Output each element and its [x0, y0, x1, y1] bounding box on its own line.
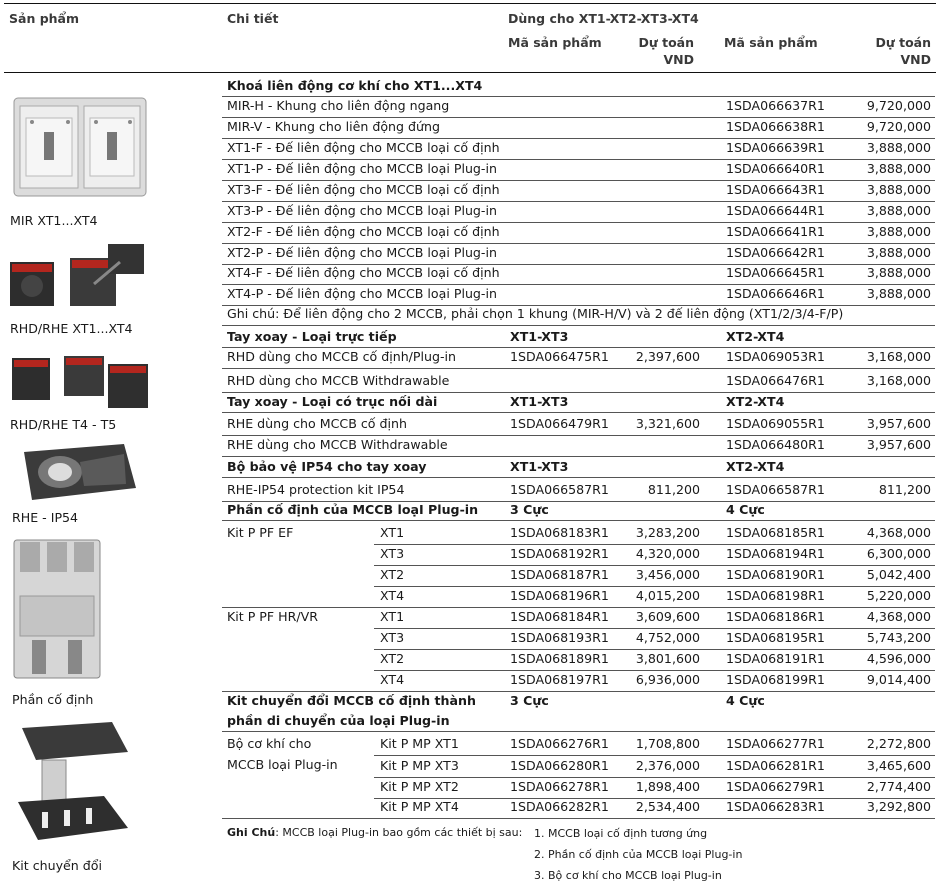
row-divider [222, 456, 935, 457]
group-label-1: 3 Cực [510, 693, 549, 708]
footnote [227, 826, 522, 839]
row-divider [222, 731, 935, 732]
group-label-1: 3 Cực [510, 502, 549, 517]
price-cell: 2,397,600 [635, 349, 700, 364]
section-title-direct: Tay xoay - Loại trực tiếp [227, 329, 397, 344]
code-cell: 1SDA066476R1 [726, 373, 825, 388]
code-cell: 1SDA066280R1 [510, 758, 609, 773]
header-price-2-a: Dự toán [875, 35, 931, 50]
model-cell: XT4 [380, 672, 405, 687]
group-label-2: XT2-XT4 [726, 329, 785, 344]
fixedpart-group-name: Kit P PF EF [227, 525, 294, 540]
code-cell: 1SDA066638R1 [726, 119, 825, 134]
row-divider [222, 691, 935, 692]
price-cell: 3,888,000 [866, 224, 931, 239]
rhe-ip54-image [14, 440, 140, 504]
price-cell: 3,888,000 [866, 182, 931, 197]
group-label-2: 4 Cực [726, 502, 765, 517]
caption-rhd1: RHD/RHE XT1...XT4 [10, 321, 133, 336]
row-divider [222, 96, 935, 97]
interlock-note: Ghi chú: Để liên động cho 2 MCCB, phải chọn 1 khung (MIR-H/V) và 2 đế liên động (XT1/2/3/4-F/P) [227, 306, 844, 321]
code-cell: 1SDA068192R1 [510, 546, 609, 561]
row-divider [374, 628, 935, 629]
header-code-2: Mã sản phẩm [724, 35, 818, 50]
row-divider [222, 325, 935, 326]
row-divider [222, 347, 935, 348]
row-divider [222, 392, 935, 393]
interlock-row-desc: MIR-V - Khung cho liên động đứng [227, 119, 440, 134]
code-cell: 1SDA066279R1 [726, 779, 825, 794]
price-cell: 3,321,600 [635, 416, 700, 431]
price-cell: 3,888,000 [866, 245, 931, 260]
row-divider [222, 368, 935, 369]
code-cell: 1SDA066281R1 [726, 758, 825, 773]
price-cell: 3,888,000 [866, 161, 931, 176]
code-cell: 1SDA066480R1 [726, 437, 825, 452]
group-label-2: XT2-XT4 [726, 394, 785, 409]
rhd-t4-image [8, 350, 152, 412]
code-cell: 1SDA068191R1 [726, 651, 825, 666]
price-cell: 3,801,600 [635, 651, 700, 666]
price-cell: 3,888,000 [866, 286, 931, 301]
code-cell: 1SDA068197R1 [510, 672, 609, 687]
code-cell: 1SDA066642R1 [726, 245, 825, 260]
extended-row-desc: RHE dùng cho MCCB cố định [227, 416, 407, 431]
price-cell: 3,957,600 [866, 437, 931, 452]
code-cell: 1SDA066646R1 [726, 286, 825, 301]
code-cell: 1SDA066276R1 [510, 736, 609, 751]
mir-frame-image [12, 92, 152, 202]
code-cell: 1SDA066637R1 [726, 98, 825, 113]
caption-rhd2: RHD/RHE T4 - T5 [10, 417, 117, 432]
price-cell: 6,300,000 [866, 546, 931, 561]
code-cell: 1SDA069053R1 [726, 349, 825, 364]
row-divider [222, 222, 935, 223]
section-title-conversion-a: Kit chuyển đổi MCCB cố định thành [227, 693, 476, 708]
price-cell: 9,720,000 [866, 119, 931, 134]
model-cell: XT2 [380, 651, 405, 666]
code-cell: 1SDA066282R1 [510, 799, 609, 814]
model-cell: XT3 [380, 630, 405, 645]
interlock-row-desc: XT1-F - Đế liên động cho MCCB loại cố định [227, 140, 500, 155]
code-cell: 1SDA066479R1 [510, 416, 609, 431]
row-divider [222, 159, 935, 160]
row-divider [222, 477, 935, 478]
group-label-1: XT1-XT3 [510, 329, 569, 344]
code-cell: 1SDA066641R1 [726, 224, 825, 239]
section-title-conversion-b: phần di chuyển của loại Plug-in [227, 713, 450, 728]
code-cell: 1SDA066475R1 [510, 349, 609, 364]
code-cell: 1SDA066643R1 [726, 182, 825, 197]
price-cell: 6,936,000 [635, 672, 700, 687]
code-cell: 1SDA066277R1 [726, 736, 825, 751]
price-cell: 3,888,000 [866, 203, 931, 218]
code-cell: 1SDA068196R1 [510, 588, 609, 603]
price-cell: 5,743,200 [866, 630, 931, 645]
footnote-item-2: 2. Phần cố định của MCCB loại Plug-in [534, 848, 743, 861]
price-cell: 4,320,000 [635, 546, 700, 561]
section-title-interlock: Khoá liên động cơ khí cho XT1...XT4 [227, 78, 483, 93]
model-cell: Kit P MP XT4 [380, 799, 459, 814]
price-cell: 1,898,400 [635, 779, 700, 794]
code-cell: 1SDA066278R1 [510, 779, 609, 794]
row-divider [222, 607, 935, 608]
row-divider [222, 243, 935, 244]
row-divider [374, 586, 935, 587]
price-cell: 3,168,000 [866, 373, 931, 388]
header-detail: Chi tiết [227, 11, 279, 26]
row-divider [374, 777, 935, 778]
price-cell: 3,292,800 [866, 799, 931, 814]
code-cell: 1SDA068190R1 [726, 567, 825, 582]
price-cell: 4,752,000 [635, 630, 700, 645]
row-divider [222, 818, 935, 819]
caption-fixed: Phần cố định [12, 692, 94, 707]
section-title-ip54: Bộ bảo vệ IP54 cho tay xoay [227, 459, 427, 474]
code-cell: 1SDA069055R1 [726, 416, 825, 431]
price-cell: 4,596,000 [866, 651, 931, 666]
model-cell: XT3 [380, 546, 405, 561]
code-cell: 1SDA068198R1 [726, 588, 825, 603]
fixedpart-group-name: Kit P PF HR/VR [227, 609, 318, 624]
group-label-1: XT1-XT3 [510, 459, 569, 474]
interlock-row-desc: XT1-P - Đế liên động cho MCCB loại Plug-in [227, 161, 497, 176]
model-cell: Kit P MP XT1 [380, 736, 459, 751]
rhd-handle-image [8, 240, 150, 312]
direct-row-desc: RHD dùng cho MCCB cố định/Plug-in [227, 349, 457, 364]
price-cell: 5,042,400 [866, 567, 931, 582]
model-cell: XT1 [380, 609, 405, 624]
interlock-row-desc: MIR-H - Khung cho liên động ngang [227, 98, 450, 113]
kit-image [12, 718, 134, 846]
row-divider [222, 284, 935, 285]
caption-kit: Kit chuyển đổi [12, 858, 102, 873]
interlock-row-desc: XT4-P - Đế liên động cho MCCB loại Plug-in [227, 286, 497, 301]
interlock-row-desc: XT3-P - Đế liên động cho MCCB loại Plug-in [227, 203, 497, 218]
price-cell: 3,465,600 [866, 758, 931, 773]
row-divider [374, 755, 935, 756]
price-cell: 811,200 [878, 482, 931, 497]
price-cell: 2,376,000 [635, 758, 700, 773]
footnote-item-3: 3. Bộ cơ khí cho MCCB loại Plug-in [534, 869, 722, 882]
code-cell: 1SDA068194R1 [726, 546, 825, 561]
row-divider [222, 138, 935, 139]
group-label-2: 4 Cực [726, 693, 765, 708]
code-cell: 1SDA066645R1 [726, 265, 825, 280]
direct-row-desc: RHD dùng cho MCCB Withdrawable [227, 373, 450, 388]
row-divider [222, 412, 935, 413]
price-cell: 4,015,200 [635, 588, 700, 603]
row-divider [374, 670, 935, 671]
row-divider [374, 544, 935, 545]
code-cell: 1SDA066587R1 [726, 482, 825, 497]
code-cell: 1SDA068199R1 [726, 672, 825, 687]
price-cell: 4,368,000 [866, 525, 931, 540]
caption-mir: MIR XT1...XT4 [10, 213, 98, 228]
code-cell: 1SDA068189R1 [510, 651, 609, 666]
model-cell: XT4 [380, 588, 405, 603]
fixed-part-image [10, 536, 104, 682]
row-divider [374, 649, 935, 650]
price-cell: 3,957,600 [866, 416, 931, 431]
price-cell: 3,283,200 [635, 525, 700, 540]
group-label-1: XT1-XT3 [510, 394, 569, 409]
interlock-row-desc: XT2-P - Đế liên động cho MCCB loại Plug-in [227, 245, 497, 260]
code-cell: 1SDA066644R1 [726, 203, 825, 218]
row-divider [222, 201, 935, 202]
header-price-1-a: Dự toán [638, 35, 694, 50]
conversion-name-b: MCCB loại Plug-in [227, 757, 338, 772]
model-cell: XT2 [380, 567, 405, 582]
footnote-label: Ghi Chú [227, 826, 276, 839]
header-price-2-b: VND [900, 52, 931, 67]
interlock-row-desc: XT3-F - Đế liên động cho MCCB loại cố định [227, 182, 500, 197]
row-divider [222, 520, 935, 521]
model-cell: XT1 [380, 525, 405, 540]
model-cell: Kit P MP XT2 [380, 779, 459, 794]
code-cell: 1SDA068183R1 [510, 525, 609, 540]
header-used-for: Dùng cho XT1-XT2-XT3-XT4 [508, 11, 699, 26]
row-divider [222, 435, 935, 436]
price-cell: 3,609,600 [635, 609, 700, 624]
code-cell: 1SDA068195R1 [726, 630, 825, 645]
price-cell: 2,272,800 [866, 736, 931, 751]
code-cell: 1SDA068184R1 [510, 609, 609, 624]
code-cell: 1SDA068187R1 [510, 567, 609, 582]
conversion-name-a: Bộ cơ khí cho [227, 736, 312, 751]
code-cell: 1SDA068193R1 [510, 630, 609, 645]
header-product: Sản phẩm [9, 11, 79, 26]
price-cell: 5,220,000 [866, 588, 931, 603]
price-cell: 3,168,000 [866, 349, 931, 364]
code-cell: 1SDA066283R1 [726, 799, 825, 814]
price-cell: 3,888,000 [866, 265, 931, 280]
row-divider [222, 117, 935, 118]
price-cell: 4,368,000 [866, 609, 931, 624]
price-cell: 2,534,400 [635, 799, 700, 814]
code-cell: 1SDA066587R1 [510, 482, 609, 497]
price-cell: 811,200 [647, 482, 700, 497]
interlock-row-desc: XT2-F - Đế liên động cho MCCB loại cố định [227, 224, 500, 239]
price-cell: 2,774,400 [866, 779, 931, 794]
footnote-item-1: 1. MCCB loại cố định tương ứng [534, 827, 708, 840]
interlock-row-desc: XT4-F - Đế liên động cho MCCB loại cố định [227, 265, 500, 280]
section-title-fixedpart: Phần cố định của MCCB loạI Plug-in [227, 502, 479, 517]
extended-row-desc: RHE dùng cho MCCB Withdrawable [227, 437, 448, 452]
row-divider [374, 565, 935, 566]
code-cell: 1SDA068185R1 [726, 525, 825, 540]
footnote-text: : MCCB loại Plug-in bao gồm các thiết bị sau: [275, 826, 523, 839]
header-code-1: Mã sản phẩm [508, 35, 602, 50]
price-cell: 9,720,000 [866, 98, 931, 113]
model-cell: Kit P MP XT3 [380, 758, 459, 773]
header-price-1-b: VND [663, 52, 694, 67]
price-cell: 3,888,000 [866, 140, 931, 155]
caption-rhe: RHE - IP54 [12, 510, 79, 525]
code-cell: 1SDA068186R1 [726, 609, 825, 624]
section-title-extended: Tay xoay - Loại có trục nối dài [227, 394, 438, 409]
price-cell: 3,456,000 [635, 567, 700, 582]
group-label-2: XT2-XT4 [726, 459, 785, 474]
price-cell: 9,014,400 [866, 672, 931, 687]
code-cell: 1SDA066640R1 [726, 161, 825, 176]
ip54-row-desc: RHE-IP54 protection kit IP54 [227, 482, 405, 497]
price-cell: 1,708,800 [635, 736, 700, 751]
code-cell: 1SDA066639R1 [726, 140, 825, 155]
row-divider [222, 180, 935, 181]
